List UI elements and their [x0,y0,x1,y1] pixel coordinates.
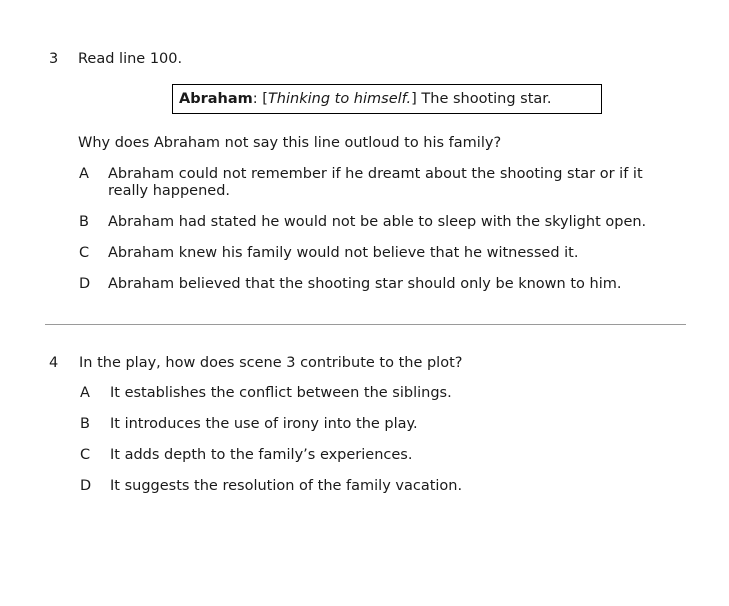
quote-line: The shooting star. [421,91,552,107]
choice-letter: B [80,416,90,432]
quote-bracket-open: [ [262,91,268,107]
choice-text-continued: really happened. [108,183,231,199]
choice-text: Abraham had stated he would not be able to sleep with the skylight open. [108,214,647,230]
choice-letter: D [80,478,92,494]
quote-bracket-close: ] [411,91,417,107]
choice-letter: D [79,276,91,292]
choice-text: Abraham knew his family would not believe that he witnessed it. [108,245,579,261]
question-number: 4 [49,355,59,371]
quote-colon: : [252,91,258,107]
choice-text: Abraham could not remember if he dreamt about the shooting star or if it [108,166,643,182]
choice-text: Abraham believed that the shooting star should only be known to him. [108,276,622,292]
question-prompt: Read line 100. [78,51,183,67]
choice-text: It suggests the resolution of the family vacation. [110,478,463,494]
choice-letter: B [79,214,89,230]
choice-letter: A [79,166,89,182]
choice-text: It introduces the use of irony into the play. [110,416,418,432]
question-number: 3 [49,51,59,67]
quote-stage-direction: Thinking to himself. [267,91,412,107]
choice-letter: A [80,385,90,401]
choice-letter: C [79,245,90,261]
choice-text: It adds depth to the family’s experiences. [110,447,413,463]
question-stem: In the play, how does scene 3 contribute to the plot? [79,355,463,371]
choice-text: It establishes the conflict between the siblings. [110,385,452,401]
question-stem: Why does Abraham not say this line outloud to his family? [78,135,502,151]
choice-letter: C [80,447,91,463]
section-divider [45,324,686,325]
quote-speaker: Abraham [179,91,253,107]
quoted-line-box [172,84,602,114]
